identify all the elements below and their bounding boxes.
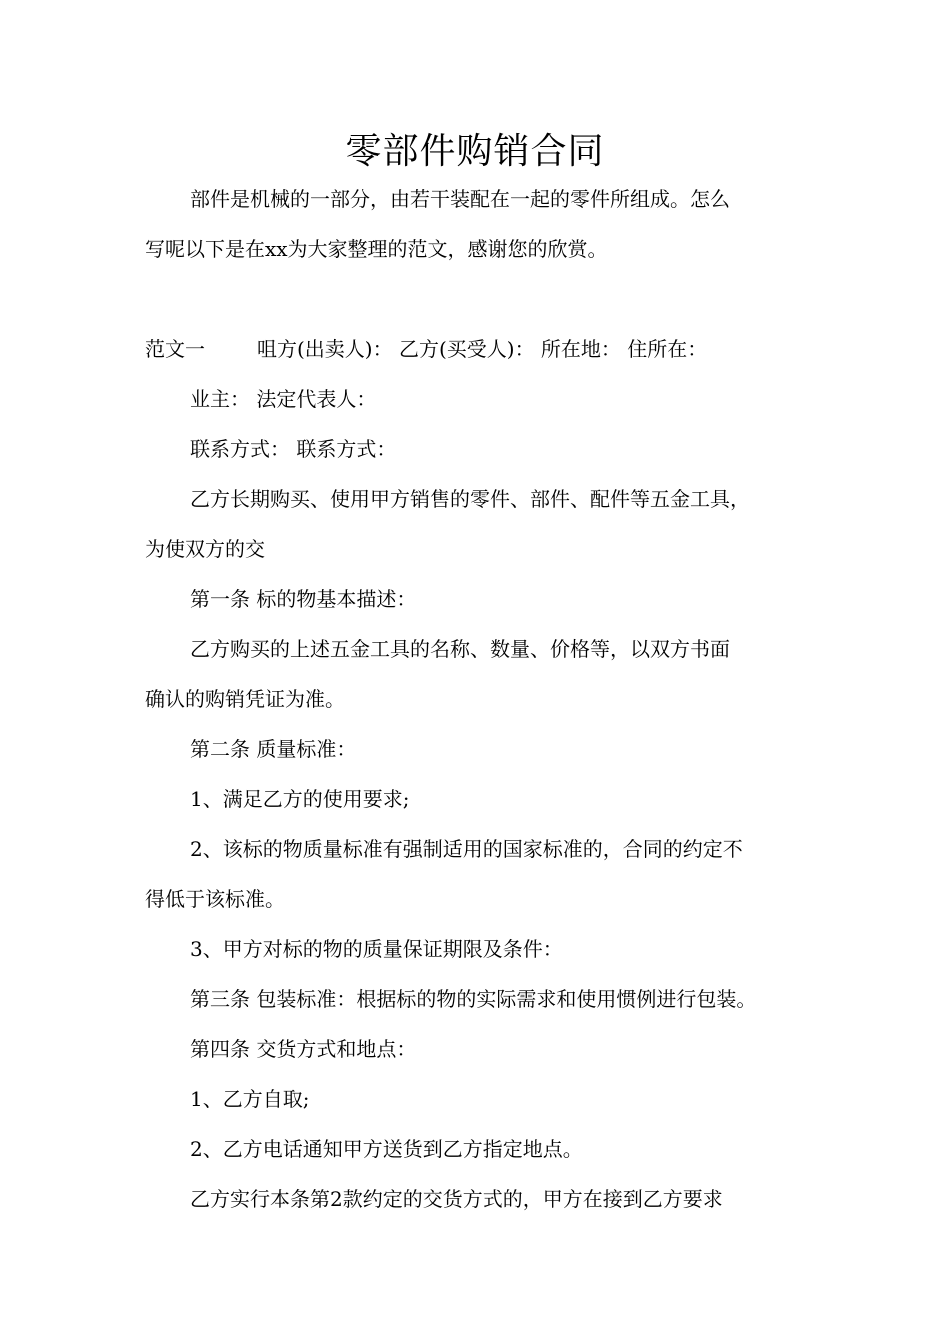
list-item: 2、乙方电话通知甲方送货到乙方指定地点。 xyxy=(190,1137,583,1161)
article-heading: 第四条 交货方式和地点： xyxy=(190,1037,417,1061)
intro-line-1: 部件是机械的一部分，由若干装配在一起的零件所组成。怎么 xyxy=(190,187,730,211)
sample-label: 范文一 xyxy=(145,337,205,361)
article-heading: 第一条 标的物基本描述： xyxy=(190,587,417,611)
list-item: 1、乙方自取; xyxy=(190,1087,310,1111)
body-line: 乙方购买的上述五金工具的名称、数量、价格等，以双方书面 xyxy=(190,637,730,661)
list-item: 1、满足乙方的使用要求; xyxy=(190,787,410,811)
body-line: 得低于该标准。 xyxy=(145,887,285,911)
body-line: 业主： 法定代表人： xyxy=(190,387,377,411)
parties-line xyxy=(145,334,707,364)
body-line: 乙方实行本条第2款约定的交货方式的，甲方在接到乙方要求 xyxy=(190,1187,723,1211)
document-title: 零部件购销合同 xyxy=(345,131,605,172)
list-item: 3、甲方对标的物的质量保证期限及条件： xyxy=(190,937,563,961)
parties-fields: 咀方(出卖人)： 乙方(买受人)： 所在地： 住所在： xyxy=(257,337,708,361)
article-heading: 第二条 质量标准： xyxy=(190,737,357,761)
article-heading: 第三条 包装标准：根据标的物的实际需求和使用惯例进行包装。 xyxy=(190,987,757,1011)
body-line: 联系方式： 联系方式： xyxy=(190,437,397,461)
intro-line-2: 写呢以下是在xx为大家整理的范文，感谢您的欣赏。 xyxy=(145,237,608,261)
body-line: 为使双方的交 xyxy=(145,537,265,561)
list-item: 2、该标的物质量标准有强制适用的国家标准的，合同的约定不 xyxy=(190,837,743,861)
body-line: 乙方长期购买、使用甲方销售的零件、部件、配件等五金工具， xyxy=(190,487,750,511)
body-line: 确认的购销凭证为准。 xyxy=(145,687,345,711)
